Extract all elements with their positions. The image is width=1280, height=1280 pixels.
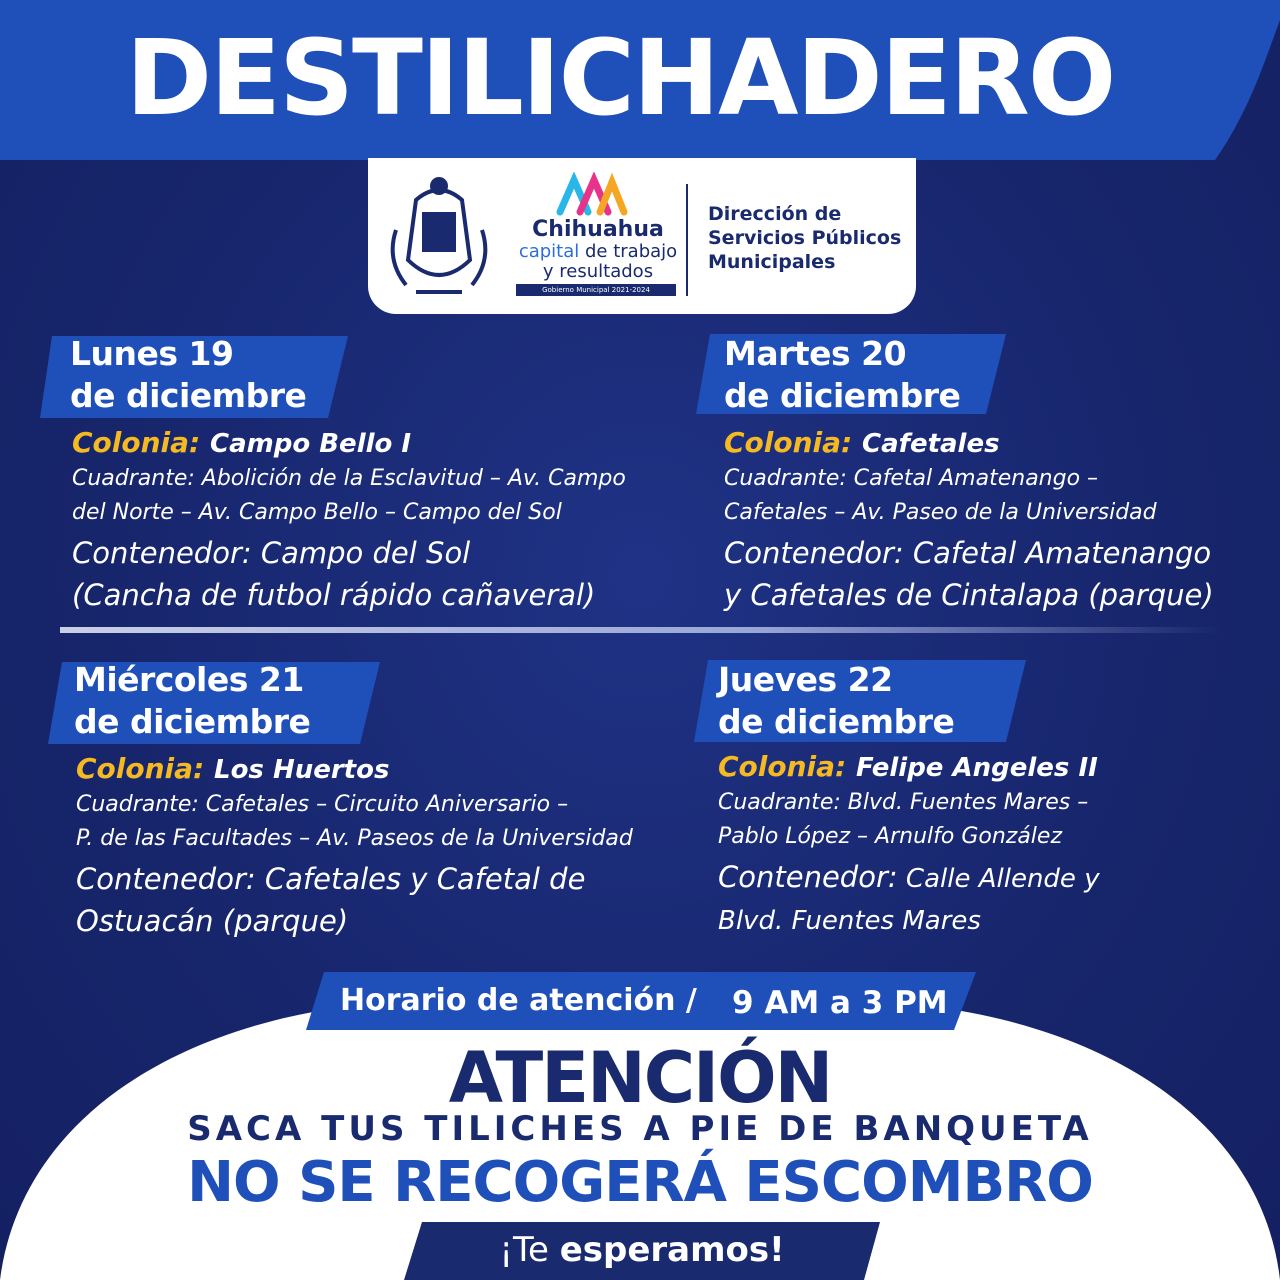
contenedor-line: Contenedor: Cafetal Amatenango <box>724 536 1212 570</box>
cuadrante-line: P. de las Facultades – Av. Paseos de la Universidad <box>76 826 633 851</box>
page-title: DESTILICHADERO <box>125 17 1115 139</box>
date-label: de diciembre <box>718 702 955 741</box>
contenedor-line: y Cafetales de Cintalapa (parque) <box>724 578 1214 612</box>
day-label: Miércoles 21 <box>74 660 304 699</box>
day-label: Lunes 19 <box>70 334 234 373</box>
brand-tagline-2: y resultados <box>542 261 654 282</box>
cuadrante-line: del Norte – Av. Campo Bello – Campo del Sol <box>72 500 562 525</box>
brand-tagline-1: capital de trabajo <box>518 241 678 262</box>
colonia-row: Colonia: Los Huertos <box>76 752 390 785</box>
instruction-text: SACA TUS TILICHES A PIE DE BANQUETA <box>187 1109 1093 1149</box>
attention-heading: ATENCIÓN <box>448 1037 832 1119</box>
cuadrante-line: Cuadrante: Abolición de la Esclavitud – Av. Campo <box>72 466 626 491</box>
colonia-row: Colonia: Cafetales <box>724 426 1000 459</box>
day-label: Jueves 22 <box>718 660 893 699</box>
cuadrante-line: Cuadrante: Cafetal Amatenango – <box>724 466 1099 491</box>
contenedor-line: (Cancha de futbol rápido cañaveral) <box>72 578 596 612</box>
schedule-banner <box>306 972 976 1030</box>
schedule-label: Horario de atención / <box>340 983 697 1018</box>
cuadrante-line: Cuadrante: Cafetales – Circuito Aniversario – <box>76 792 569 817</box>
contenedor-line: Ostuacán (parque) <box>76 904 349 938</box>
contenedor-line: Contenedor: Campo del Sol <box>72 536 471 570</box>
colonia-row: Colonia: Campo Bello I <box>72 426 412 459</box>
contenedor-line: Contenedor: Cafetales y Cafetal de <box>76 862 586 896</box>
contenedor-line: Blvd. Fuentes Mares <box>718 906 981 936</box>
closing-text: ¡Te esperamos! <box>499 1230 785 1270</box>
colonia-row: Colonia: Felipe Angeles II <box>718 750 1098 783</box>
date-label: de diciembre <box>74 702 311 741</box>
date-label: de diciembre <box>70 376 307 415</box>
warning-text: NO SE RECOGERÁ ESCOMBRO <box>187 1150 1093 1215</box>
brand-period: Gobierno Municipal 2021-2024 <box>516 284 676 296</box>
cuadrante-line: Cuadrante: Blvd. Fuentes Mares – <box>718 790 1089 815</box>
contenedor-line: Contenedor: Calle Allende y <box>718 860 1100 894</box>
day-label: Martes 20 <box>724 334 907 373</box>
brand-name: Chihuahua <box>532 217 664 242</box>
cuadrante-line: Cafetales – Av. Paseo de la Universidad <box>724 500 1157 525</box>
schedule-time: 9 AM a 3 PM <box>732 985 948 1021</box>
date-label: de diciembre <box>724 376 961 415</box>
closing-banner <box>404 1222 880 1280</box>
department-name: Dirección de Servicios Públicos Municipales <box>708 203 902 273</box>
cuadrante-line: Pablo López – Arnulfo González <box>718 824 1062 849</box>
